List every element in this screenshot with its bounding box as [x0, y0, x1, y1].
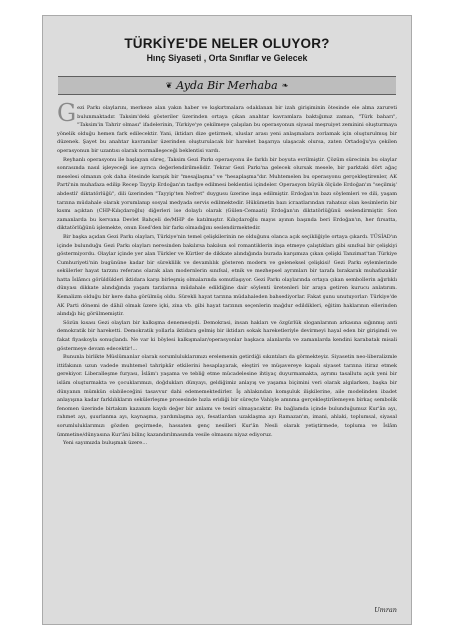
- floral-ornament-icon: ❦: [165, 80, 173, 90]
- page-header: [43, 16, 411, 64]
- magazine-page: [42, 15, 412, 625]
- article-paragraph: Reyhanlı operasyonu ile başlayan süreç, Taksim Gezi Parkı operasyonu ile farklı bir boyuta evrilmiştir. Çözüm sürecinin bu olaylar sonrasında nasıl işleyeceği ise ayrıca değerlendirilmelidir. Tekrar Gezi Parkı'na gelecek olursak mesele, bir parktaki dört ağaç meselesi olmanın çok daha ötesinde karışık bir "mesajlaşma" ve "hesaplaşma"dır. Muhtemelen bu operasyonu gerçekleştirenler, AK Parti'nin muhafaza edilip Recep Tayyip Erdoğan'ın tasfiye edilmesi beklentisi içindeler. Operasyon büyük ölçüde Erdoğan'ın "seçilmiş' abdestli' diktatörlüğü", dili üzerinden "Tayyip'ten Nefret" duygusu üzerine inşa edilmiştir. Erdoğan'ın bazı söylemleri ve dili, yaşam tarzına müdahale olarak yorumlanıp sosyal medyada servis edilmektedir. Hükümetin bazı icraatlarından rahatsız olan kesimlerin bir kısmı açıktan (CHP-Kılıçdaroğlu) diğerleri ise dolaylı olarak (Gülen-Cemaati) Erdoğan'ın diktatörlüğünü seslendirmiştir. Son zamanlarda bu kervana Devlet Bahçeli de/MHP de katılmıştır. Kılıçdaroğlu mayıs ayının başında beri Erdoğan'ın, her fırsatta, diktatörlüğünü işlemekte, onun Esed'den bir farkı olmadığını seslendirmektedir.: [57, 156, 397, 232]
- drop-cap: G: [57, 99, 77, 127]
- article-paragraph: Yeni sayımızda buluşmak üzere…: [63, 440, 148, 447]
- floral-ornament-icon: ❧: [281, 80, 289, 90]
- article-body: [57, 99, 397, 448]
- article-paragraph: Bir başka açıdan Gezi Parkı olayları, Türkiye'nin temel çelişkilerinin ne olduğunu olanca açık seçikliğiyle ortaya çıkardı. TÜSİAD'ın içinde bulunduğu Gezi Parkı olayları neresinden bakılırsa bakılsın sol romantiklerin inşa etmeye çalıştıkları gibi sınıfsal bir çelişkiyi göstermiyordu. Olaylar içinde yer alan Türkler ve Kürtler de dikkate alındığında burada karşımıza çıkan çelişki Tanzimat'tan Türkiye Cumhuriyeti'nin bugününe kadar bir süreklilik ve devamlılık gösteren modern ve geleneksel çelişkisi! Gezi Parkı eylemlerinde sekülerler hayat tarzını referans olarak alan modernlerin sınıfsal, etnik ve mezhepsel ayrımları bir tarafa bırakarak muhafazakâr hatta İslâmcı görüldükleri iktidara karşı birleşmiş olmalarında somutlaşıyor. Gezi Parkı olaylarında ortaya çıkan sembollerin ağırlıklı dünyası dikkate alındığında yaşam tarzlarına müdahale edildiğine dair söylenti üretenleri bir araya getiren kurucu anlatırım. Kemalizm olduğu bir kere daha görülmüş oldu. Sürekli hayat tarzına müdahaleden bahsediyorlar. Fakat şunu unutuyorlar: Türkiye'de AK Parti dönemi de dâhil olmak üzere içki, zina vb. gibi hayat tarzının seçenlerin mağdur edildikleri, eğitim haklarının ellerinden alındığı hiç görülmemiştir.: [57, 233, 397, 318]
- section-title: Ayda Bir Merhaba: [176, 78, 278, 92]
- author-signature: Umran: [374, 606, 397, 614]
- paragraph-text: ezi Parkı olaylarını, merkeze alan yakın haber ve kışkırtmalara odaklanan bir izah girişiminin ötesinde ele alma zarureti bulunmaktadır. Taksim'deki gösteriler üzerinden ortaya çıkan anahtar kavramlara baktığımız zaman, "Türk baharı", "Taksim'in Tahrir olması" ifadelerinin, Türkiye'ye çekilmeye çalışılan bu operasyonun siyasal meşruiyet zeminini oluşturmaya yönelik olduğu hemen fark edilecektir. Yani, iktidarı dize getirmek, uluslar arası yeni anlaşmalara zorlamak için oluşturulmuş bir düzenek. Şayet bu anahtar kavramlar üzerinden oluşturulacak bir hareket başarıya ulaşacak olursa, zaten Ortadoğu'ya çekilen operasyonun bir uzantısı olarak normalleşeceği beklentisi vardı.: [57, 105, 397, 154]
- article-paragraph: Bununla birlikte Müslümanlar olarak sorumluluklarımızı erelemenin getirdiği sıkıntıları da görmekteyiz. Siyasetin neo-liberalizmle ittifakının uzun vadede muhtemel tahripkâr etkilerini hesaplayarak, eleştiri ve müşavereye kapalı siyaset tarzına itiraz etmek gerekiyor. Liberalleşme furyası, İslâm'ı yaşama ve tebliğ etme mücadelesine ihtiyaç duyurmamakta, ayrımı tasallutu açık yeni bir islâm oluşturmakta ve çocuklarımızı, doğdukları dünyayı, geldiğimiz anlayış ve yaşama biçimini veri olarak algılarken, başka bir dünyanın mümkün olabileceğini tasavvur dahi edememektedirler. İş ahlakından komşuluk ilişkilerine, aile modelinden ibadet anlayışına kadar farklılıkların sekülerleşme prosesinde hızla eridiği bir süreçte Vahiyle amnma gerçekleştirilemeyen birkaç sembolik fenomen üzerinde birtakım kazanım kaydı değer bir anlamı ve tesiri olmayacaktır. Bu bağlamda içinde bulunduğumuz Kur'ân ayı, rahmet ayı, şuurlanma ayı, kaynaşma, yardımlaşma ayı, fesatlardan uzaklaşma ayı Ramazan'ın, imani, ahlaki, toplumsal, siyasal sorumluluklarımızı gözden geçirmede, hassaten genç nesilleri Kur'ân Nesli olarak yetiştirmede, topluma ve İslâm ümmetine/dünyasına Kur'âni bilinç kazandırılmasında vesile olmasını niyaz ediyoruz.: [57, 354, 397, 438]
- article-paragraph: [57, 99, 397, 156]
- page-subtitle: Hınç Siyaseti , Orta Sınıflar ve Gelecek: [146, 53, 308, 63]
- article-paragraph: Sözün kısası Gezi olayları bir kalkışma denemesiydi. Demokrasi, insan hakları ve özgürlük sloganlarının arkasına sığınmış anti demokratik bir hareketti. Demokratik yollarla iktidara gelmiş bir iktidarı sokak hareketleriyle devirmeyi hayal eden bir girişimdi ve fakat fiyaskoyla sonuçlandı. Ne var ki böylesi kalkışmalar/operasyonlar başkaca alanlarda ve zamanlarda kendini karabatak misali göstermeye devam edecektir!…: [57, 319, 397, 352]
- page-title: TÜRKİYE'DE NELER OLUYOR?: [124, 36, 330, 51]
- section-banner: [58, 76, 396, 95]
